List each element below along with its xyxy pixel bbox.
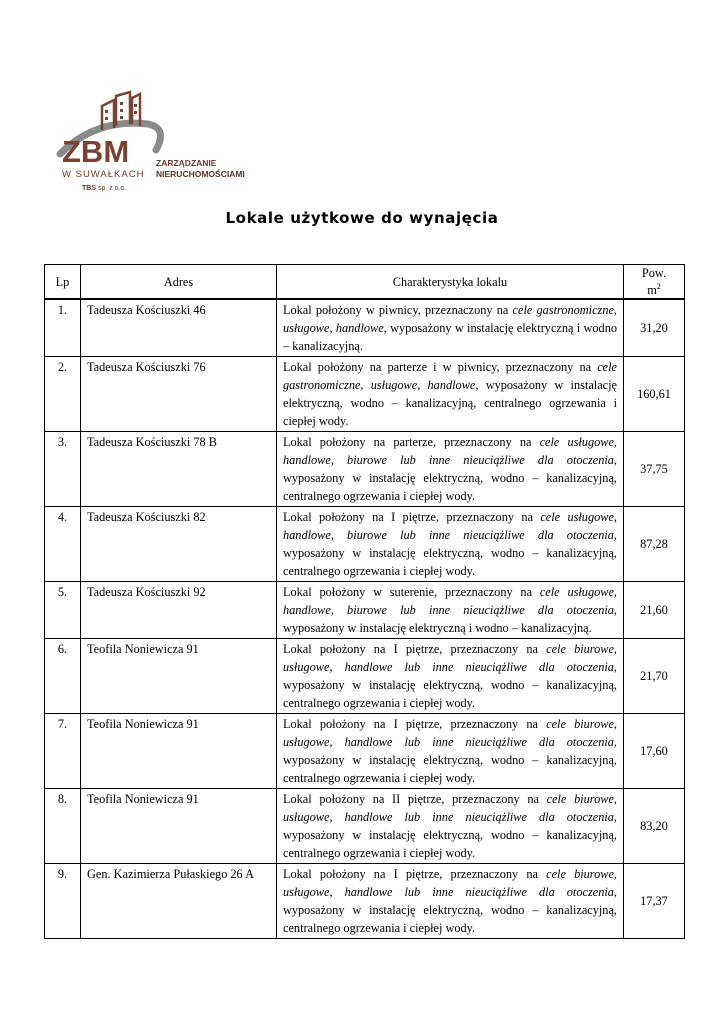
row-number: 9. <box>45 864 81 939</box>
header-description: Charakterystyka lokalu <box>277 265 624 300</box>
header-address: Adres <box>81 265 277 300</box>
table-row <box>45 507 685 582</box>
row-number: 8. <box>45 789 81 864</box>
company-logo <box>56 90 266 205</box>
row-address: Teofila Noniewicza 91 <box>81 714 277 789</box>
row-description: Lokal położony na I piętrze, przeznaczony na cele biurowe, usługowe, handlowe lub inne nieuciążliwe dla otoczenia, wyposażony w instalację elektryczną, wodno – kanalizacyjną, centralnego ogrzewania i ciepłej wody. <box>277 714 624 789</box>
row-number: 7. <box>45 714 81 789</box>
row-area: 21,70 <box>624 639 685 714</box>
table-row <box>45 357 685 432</box>
row-number: 2. <box>45 357 81 432</box>
row-area: 160,61 <box>624 357 685 432</box>
row-number: 4. <box>45 507 81 582</box>
row-address: Tadeusza Kościuszki 92 <box>81 582 277 639</box>
logo-tagline-line2: NIERUCHOMOŚCIAMI <box>156 169 245 179</box>
logo-city: W SUWAŁKACH <box>62 169 145 180</box>
row-description: Lokal położony w piwnicy, przeznaczony na cele gastronomiczne, usługowe, handlowe, wyposażony w instalację elektryczną i wodno – kanalizacyjną. <box>277 299 624 357</box>
row-number: 5. <box>45 582 81 639</box>
header-area: Pow. $m^2$ <box>624 265 685 300</box>
row-area: 87,28 <box>624 507 685 582</box>
logo-company-type: TBS sp. z o.o. <box>82 185 127 192</box>
row-area: 17,37 <box>624 864 685 939</box>
table-row <box>45 299 685 357</box>
row-description: Lokal położony w suterenie, przeznaczony na cele usługowe, handlowe, biurowe lub inne nieuciążliwe dla otoczenia, wyposażony w instalację elektryczną i wodno – kanalizacyjną. <box>277 582 624 639</box>
row-address: Tadeusza Kościuszki 78 B <box>81 432 277 507</box>
row-number: 6. <box>45 639 81 714</box>
table-header-row <box>45 265 685 300</box>
table-row <box>45 714 685 789</box>
row-address: Teofila Noniewicza 91 <box>81 639 277 714</box>
row-address: Teofila Noniewicza 91 <box>81 789 277 864</box>
table-row <box>45 582 685 639</box>
premises-table <box>44 264 685 939</box>
row-address: Tadeusza Kościuszki 46 <box>81 299 277 357</box>
row-number: 3. <box>45 432 81 507</box>
logo-brand: ZBM <box>62 134 130 169</box>
row-description: Lokal położony na I piętrze, przeznaczony na cele usługowe, handlowe, biurowe lub inne nieuciążliwe dla otoczenia, wyposażony w instalację elektryczną, wodno – kanalizacyjną, centralnego ogrzewania i ciepłej wody. <box>277 507 624 582</box>
table-row <box>45 789 685 864</box>
row-address: Gen. Kazimierza Pułaskiego 26 A <box>81 864 277 939</box>
row-description: Lokal położony na parterze i w piwnicy, przeznaczony na cele gastronomiczne, usługowe, handlowe, wyposażony w instalację elektryczną, wodno – kanalizacyjną, centralnego ogrzewania i ciepłej wody. <box>277 357 624 432</box>
header-lp: Lp <box>45 265 81 300</box>
table-row <box>45 432 685 507</box>
table-row <box>45 864 685 939</box>
row-number: 1. <box>45 299 81 357</box>
row-area: 21,60 <box>624 582 685 639</box>
row-description: Lokal położony na II piętrze, przeznaczony na cele biurowe, usługowe, handlowe lub inne nieuciążliwe dla otoczenia, wyposażony w instalację elektryczną, wodno – kanalizacyjną, centralnego ogrzewania i ciepłej wody. <box>277 789 624 864</box>
row-area: 37,75 <box>624 432 685 507</box>
row-address: Tadeusza Kościuszki 76 <box>81 357 277 432</box>
row-description: Lokal położony na I piętrze, przeznaczony na cele biurowe, usługowe, handlowe lub inne nieuciążliwe dla otoczenia, wyposażony w instalację elektryczną, wodno – kanalizacyjną, centralnego ogrzewania i ciepłej wody. <box>277 864 624 939</box>
row-area: 17,60 <box>624 714 685 789</box>
row-area: 83,20 <box>624 789 685 864</box>
row-description: Lokal położony na parterze, przeznaczony na cele usługowe, handlowe, biurowe lub inne nieuciążliwe dla otoczenia, wyposażony w instalację elektryczną, wodno – kanalizacyjną, centralnego ogrzewania i ciepłej wody. <box>277 432 624 507</box>
page-title: Lokale użytkowe do wynajęcia <box>225 209 499 227</box>
row-address: Tadeusza Kościuszki 82 <box>81 507 277 582</box>
table-row <box>45 639 685 714</box>
logo-tagline <box>156 158 245 180</box>
row-description: Lokal położony na I piętrze, przeznaczony na cele biurowe, usługowe, handlowe lub inne nieuciążliwe dla otoczenia, wyposażony w instalację elektryczną, wodno – kanalizacyjną, centralnego ogrzewania i ciepłej wody. <box>277 639 624 714</box>
logo-tagline-line1: ZARZĄDZANIE <box>156 158 217 168</box>
row-area: 31,20 <box>624 299 685 357</box>
